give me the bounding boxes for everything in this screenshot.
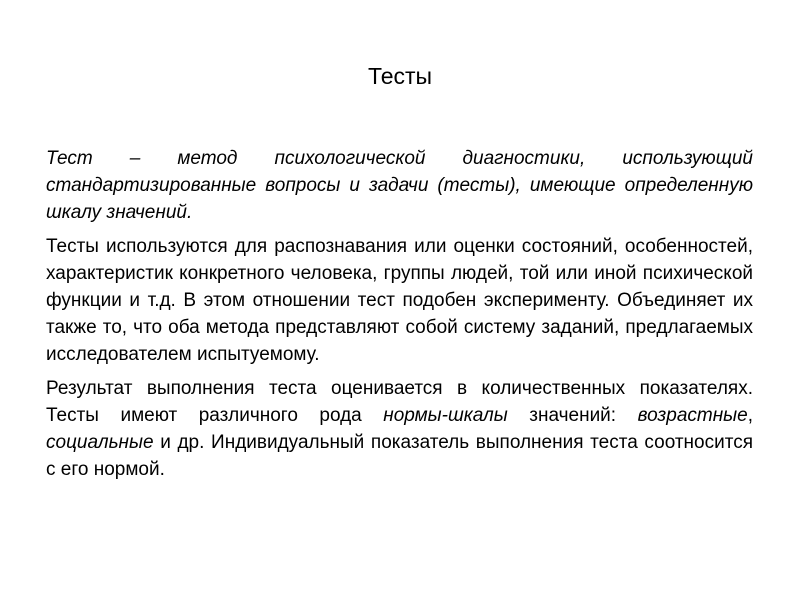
slide-body <box>46 145 753 490</box>
usage-text: Тесты используются для распознавания или оценки состояний, особенностей, характеристик конкретного человека, группы людей, той или иной психической функции и т.д. В этом отношении тест подобен эксперименту. Объединяет их также то, что оба метода представляют собой систему заданий, предлагаемых исследователем испытуемому. <box>46 236 753 365</box>
results-text-4: и др. Индивидуальный показатель выполнения теста соотносится с его нормой. <box>46 432 753 480</box>
results-term-social: социальные <box>46 432 154 453</box>
definition-text: Тест – метод психологической диагностики, использующий стандартизированные вопросы и задачи (тесты), имеющие определенную шкалу значений. <box>46 148 753 223</box>
results-term-norms-scales: нормы-шкалы <box>383 405 508 426</box>
results-text-1: Результат выполнения теста оценивается в количественных показателях. Тесты имеют различного рода <box>46 378 753 426</box>
paragraph-usage <box>46 233 753 368</box>
paragraph-results <box>46 375 753 483</box>
slide-title: Тесты <box>367 63 433 89</box>
results-text-2: значений: <box>507 405 638 426</box>
results-term-age: возрастные <box>637 405 748 426</box>
paragraph-definition <box>46 145 753 226</box>
results-text-3: , <box>747 405 754 426</box>
